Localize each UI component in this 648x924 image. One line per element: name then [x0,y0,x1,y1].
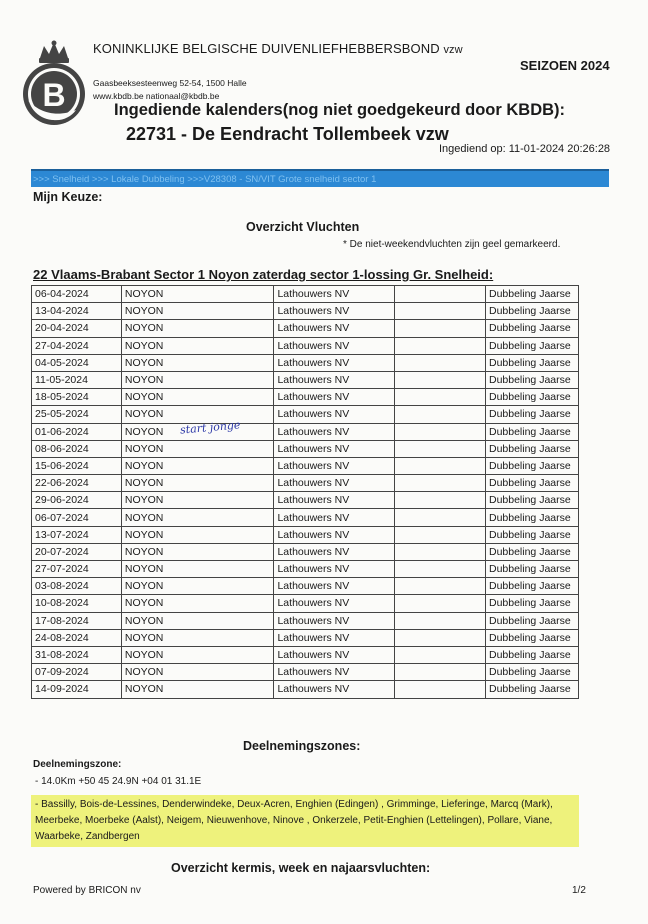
flight-row [32,526,579,543]
place-cell: NOYON [121,543,274,560]
type-cell: Dubbeling Jaarse [485,629,578,646]
powered-by: Powered by BRICON nv [33,885,141,896]
type-cell: Dubbeling Jaarse [485,320,578,337]
extra-cell [395,354,486,371]
liberator-cell: Lathouwers NV [274,440,395,457]
type-cell: Dubbeling Jaarse [485,681,578,698]
date-cell: 15-06-2024 [32,457,122,474]
type-cell: Dubbeling Jaarse [485,406,578,423]
liberator-cell: Lathouwers NV [274,578,395,595]
extra-cell [395,629,486,646]
place-cell: NOYON [121,354,274,371]
date-cell: 20-04-2024 [32,320,122,337]
extra-cell [395,543,486,560]
flight-row [32,320,579,337]
club-title: 22731 - De Eendracht Tollembeek vzw [126,124,449,144]
date-cell: 14-09-2024 [32,681,122,698]
flight-row [32,286,579,303]
extra-cell [395,595,486,612]
liberator-cell: Lathouwers NV [274,389,395,406]
date-cell: 06-04-2024 [32,286,122,303]
zone-coordinates: - 14.0Km +50 45 24.9N +04 01 31.1E [35,776,202,787]
flight-row [32,578,579,595]
liberator-cell: Lathouwers NV [274,561,395,578]
date-cell: 18-05-2024 [32,389,122,406]
flight-row [32,629,579,646]
place-cell: NOYON [121,681,274,698]
flight-row [32,475,579,492]
place-cell: NOYON [121,286,274,303]
type-cell: Dubbeling Jaarse [485,457,578,474]
extra-cell [395,337,486,354]
liberator-cell: Lathouwers NV [274,303,395,320]
place-cell: NOYON [121,475,274,492]
flight-row [32,440,579,457]
flight-row [32,595,579,612]
kermis-heading: Overzicht kermis, week en najaarsvluchten: [171,861,431,875]
liberator-cell: Lathouwers NV [274,475,395,492]
type-cell: Dubbeling Jaarse [485,440,578,457]
liberator-cell: Lathouwers NV [274,664,395,681]
liberator-cell: Lathouwers NV [274,406,395,423]
flight-row [32,406,579,423]
type-cell: Dubbeling Jaarse [485,526,578,543]
section-title: 22 Vlaams-Brabant Sector 1 Noyon zaterdag sector 1-lossing Gr. Snelheid: [33,267,494,282]
flight-row [32,457,579,474]
date-cell: 13-07-2024 [32,526,122,543]
place-cell: NOYON [121,646,274,663]
flight-row [32,303,579,320]
flight-row [32,646,579,663]
address: Gaasbeeksesteenweg 52-54, 1500 Halle [93,78,247,88]
liberator-cell: Lathouwers NV [274,320,395,337]
liberator-cell: Lathouwers NV [274,646,395,663]
type-cell: Dubbeling Jaarse [485,612,578,629]
flight-row [32,543,579,560]
type-cell: Dubbeling Jaarse [485,303,578,320]
flight-row [32,509,579,526]
liberator-cell: Lathouwers NV [274,612,395,629]
extra-cell [395,406,486,423]
flights-table [31,285,579,699]
type-cell: Dubbeling Jaarse [485,423,578,440]
liberator-cell: Lathouwers NV [274,595,395,612]
liberator-cell: Lathouwers NV [274,492,395,509]
extra-cell [395,646,486,663]
flight-row [32,492,579,509]
type-cell: Dubbeling Jaarse [485,286,578,303]
type-cell: Dubbeling Jaarse [485,389,578,406]
my-choice-heading: Mijn Keuze: [33,190,103,204]
type-cell: Dubbeling Jaarse [485,337,578,354]
liberator-cell: Lathouwers NV [274,337,395,354]
date-cell: 06-07-2024 [32,509,122,526]
date-cell: 01-06-2024 [32,423,122,440]
place-cell: NOYON [121,406,274,423]
liberator-cell: Lathouwers NV [274,354,395,371]
type-cell: Dubbeling Jaarse [485,561,578,578]
date-cell: 13-04-2024 [32,303,122,320]
date-cell: 31-08-2024 [32,646,122,663]
address-block [93,77,247,103]
flight-row [32,423,579,440]
org-name: KONINKLIJKE BELGISCHE DUIVENLIEFHEBBERSBOND vzw [93,41,463,56]
type-cell: Dubbeling Jaarse [485,646,578,663]
liberator-cell: Lathouwers NV [274,457,395,474]
place-cell [121,417,274,440]
place-cell: NOYON [121,440,274,457]
flight-row [32,612,579,629]
date-cell: 08-06-2024 [32,440,122,457]
liberator-cell: Lathouwers NV [274,543,395,560]
date-cell: 03-08-2024 [32,578,122,595]
zones-heading: Deelnemingszones: [243,739,361,753]
date-cell: 11-05-2024 [32,371,122,388]
date-cell: 25-05-2024 [32,406,122,423]
extra-cell [395,389,486,406]
date-cell: 29-06-2024 [32,492,122,509]
page-title: Ingediende kalenders(nog niet goedgekeurd door KBDB): [114,101,566,119]
extra-cell [395,578,486,595]
handwritten-note: start jonge [179,417,241,437]
flight-row [32,354,579,371]
submitted-date: Ingediend op: 11-01-2024 20:26:28 [439,143,611,155]
date-cell: 07-09-2024 [32,664,122,681]
overview-heading: Overzicht Vluchten [246,220,360,234]
extra-cell [395,475,486,492]
flight-row [32,371,579,388]
date-cell: 22-06-2024 [32,475,122,492]
liberator-cell: Lathouwers NV [274,286,395,303]
place-cell: NOYON [121,664,274,681]
type-cell: Dubbeling Jaarse [485,664,578,681]
liberator-cell: Lathouwers NV [274,371,395,388]
zone-municipalities: - Bassilly, Bois-de-Lessines, Denderwindeke, Deux-Acren, Enghien (Edingen) , Grimminge, Lieferinge, Marcq (Mark), Meerbeke, Moerbeke (Aalst), Neigem, Nieuwenhove, Ninove , Onkerzele, Petit-Enghien (Lettelingen), Pollare, Viane, Waarbeke, Zandbergen [31,795,579,847]
extra-cell [395,612,486,629]
flight-row [32,389,579,406]
date-cell: 17-08-2024 [32,612,122,629]
date-cell: 24-08-2024 [32,629,122,646]
place-cell: NOYON [121,612,274,629]
type-cell: Dubbeling Jaarse [485,492,578,509]
org-suffix: vzw [443,44,463,56]
extra-cell [395,457,486,474]
date-cell: 10-08-2024 [32,595,122,612]
liberator-cell: Lathouwers NV [274,681,395,698]
flight-row [32,337,579,354]
type-cell: Dubbeling Jaarse [485,371,578,388]
liberator-cell: Lathouwers NV [274,629,395,646]
extra-cell [395,371,486,388]
place-cell: NOYON [121,509,274,526]
breadcrumb-bar[interactable]: >>> Snelheid >>> Lokale Dubbeling >>>V28308 - SN/VIT Grote snelheid sector 1 [31,169,609,187]
type-cell: Dubbeling Jaarse [485,595,578,612]
liberator-cell: Lathouwers NV [274,526,395,543]
place-cell: NOYON [121,320,274,337]
extra-cell [395,492,486,509]
extra-cell [395,509,486,526]
extra-cell [395,440,486,457]
type-cell: Dubbeling Jaarse [485,509,578,526]
flight-row [32,681,579,698]
date-cell: 04-05-2024 [32,354,122,371]
date-cell: 20-07-2024 [32,543,122,560]
contact: www.kbdb.be nationaal@kbdb.be [93,91,220,101]
weekday-note: * De niet-weekendvluchten zijn geel gemarkeerd. [343,239,561,250]
page-number: 1/2 [572,885,586,896]
type-cell: Dubbeling Jaarse [485,578,578,595]
extra-cell [395,681,486,698]
date-cell: 27-04-2024 [32,337,122,354]
liberator-cell: Lathouwers NV [274,509,395,526]
extra-cell [395,664,486,681]
type-cell: Dubbeling Jaarse [485,543,578,560]
place-cell: NOYON [121,492,274,509]
season-label: SEIZOEN 2024 [520,58,610,73]
place-cell: NOYON [121,629,274,646]
place-cell: NOYON [121,337,274,354]
extra-cell [395,526,486,543]
extra-cell [395,303,486,320]
zone-label: Deelnemingszone: [33,759,122,770]
extra-cell [395,561,486,578]
place-cell: NOYON [121,595,274,612]
extra-cell [395,286,486,303]
extra-cell [395,423,486,440]
extra-cell [395,320,486,337]
flight-row [32,664,579,681]
logo-letter: B [42,77,66,113]
place-cell: NOYON [121,457,274,474]
place-cell: NOYON [121,371,274,388]
place-cell: NOYON [121,303,274,320]
type-cell: Dubbeling Jaarse [485,354,578,371]
place-cell: NOYON [121,389,274,406]
liberator-cell: Lathouwers NV [274,423,395,440]
place-cell: NOYON [121,578,274,595]
place-cell: NOYON [121,526,274,543]
flight-row [32,561,579,578]
date-cell: 27-07-2024 [32,561,122,578]
place-text: NOYON [124,425,164,438]
kbdb-logo [18,40,90,132]
place-cell: NOYON [121,561,274,578]
type-cell: Dubbeling Jaarse [485,475,578,492]
